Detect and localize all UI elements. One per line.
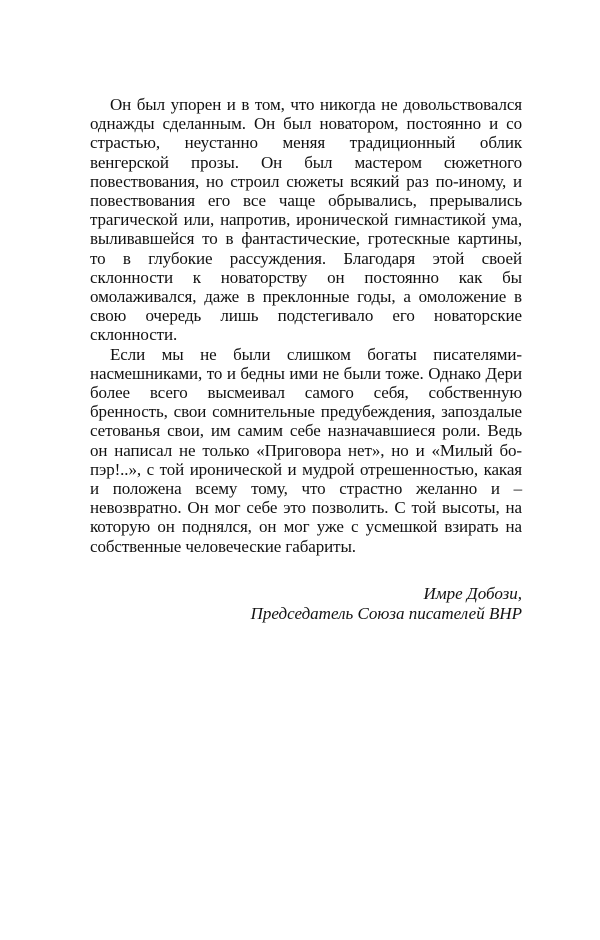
signature-block: [90, 584, 522, 624]
paragraph-2: Если мы не были слишком богаты писателями-насмешниками, то и бедны ими не были тоже. Однако Дери более всего высмеивал самого себя, собственную бренность, свои сомнительные предубеждения, запоздалые сетованья свои, им самим себе назначавшиеся роли. Ведь он написал не только «Приговора нет», но и «Милый бо-пэр!..», с той иронической и мудрой отрешенностью, какая и положена всему тому, что страстно желанно и – невозвратно. Он мог себе это позволить. С той высоты, на которую он поднялся, он мог уже с усмешкой взирать на собственные человеческие габариты.: [90, 344, 522, 556]
paragraph-1: Он был упорен и в том, что никогда не довольствовался однажды сделанным. Он был новатором, постоянно и со страстью, неустанно меняя традиционный облик венгерской прозы. Он был мастером сюжетного повествования, но строил сюжеты всякий раз по-иному, и повествования его все чаще обрывались, прерывались трагической или, напротив, иронической гимнастикой ума, выливавшейся то в фантастические, гротескные картины, то в глубокие рассуждения. Благодаря этой своей склонности к новаторству он постоянно как бы омолаживался, даже в преклонные годы, а омоложение в свою очередь лишь подстегивало его новаторские склонности.: [90, 95, 522, 345]
document-page: [90, 95, 522, 624]
signature-author: Имре Добози,: [423, 583, 522, 603]
signature-title: Председатель Союза писателей ВНР: [250, 603, 522, 623]
